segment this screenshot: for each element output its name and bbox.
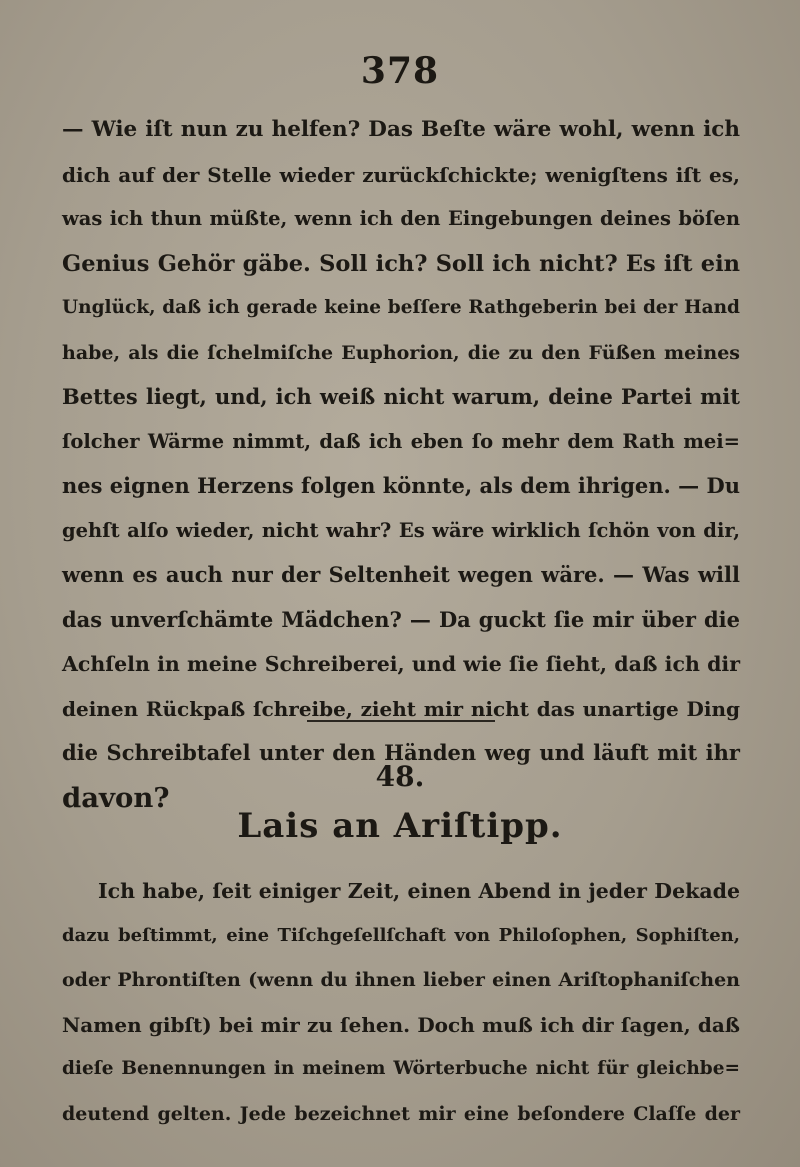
text-line: wenn es auch nur der Seltenheit wegen wäre. — Was will [62,562,740,587]
text-line: Bettes liegt, und, ich weiß nicht warum, deine Partei mit [62,384,740,409]
text-line: ſolcher Wärme nimmt, daß ich eben ſo mehr dem Rath mei= [62,429,740,453]
section-number: 48. [375,760,425,793]
text-line: oder Phrontiſten (wenn du ihnen lieber einen Ariſtophaniſchen [62,969,740,991]
text-line: davon? [62,781,170,814]
text-line: Achſeln in meine Schreiberei, und wie ſie ſieht, daß ich dir [62,652,740,676]
letter-heading: Lais an Ariſtipp. [237,806,563,846]
text-line: Unglück, daß ich gerade keine beſſere Rathgeberin bei der Hand [62,297,740,318]
text-line: das unverſchämte Mädchen? — Da guckt ſie mir über die [62,606,740,632]
text-line: Ich habe, ſeit einiger Zeit, einen Abend in jeder Dekade [98,879,740,903]
text-line: was ich thun müßte, wenn ich den Eingebungen deines böſen [62,207,740,230]
text-line: dich auf der Stelle wieder zurückſchickte; wenigſtens iſt es, [62,162,740,187]
text-line: habe, als die ſchelmiſche Euphorion, die zu den Füßen meines [62,341,740,364]
text-line: dieſe Benennungen in meinem Wörterbuche nicht für gleichbe= [62,1058,740,1079]
text-line: die Schreibtafel unter den Händen weg und läuft mit ihr [62,740,740,765]
letter-closing-paragraph [62,108,740,820]
text-line: Namen gibſt) bei mir zu ſehen. Doch muß ich dir ſagen, daß [62,1012,740,1037]
text-line: nes eignen Herzens folgen könnte, als dem ihrigen. — Du [62,473,740,498]
text-line: deutend gelten. Jede bezeichnet mir eine beſondere Claſſe der [62,1102,740,1125]
letter-body-paragraph [62,869,740,1136]
text-line: Genius Gehör gäbe. Soll ich? Soll ich nicht? Es iſt ein [62,250,740,277]
text-line: — Wie iſt nun zu helfen? Das Beſte wäre wohl, wenn ich [62,117,740,142]
text-line: deinen Rückpaß ſchreibe, zieht mir nicht das unartige Ding [62,696,740,721]
text-line: dazu beſtimmt, eine Tiſchgeſellſchaft von Philoſophen, Sophiſten, [62,924,740,946]
page-number: 378 [360,50,440,92]
text-line: gehſt alſo wieder, nicht wahr? Es wäre wirklich ſchön von dir, [62,518,740,542]
section-divider [307,720,495,722]
